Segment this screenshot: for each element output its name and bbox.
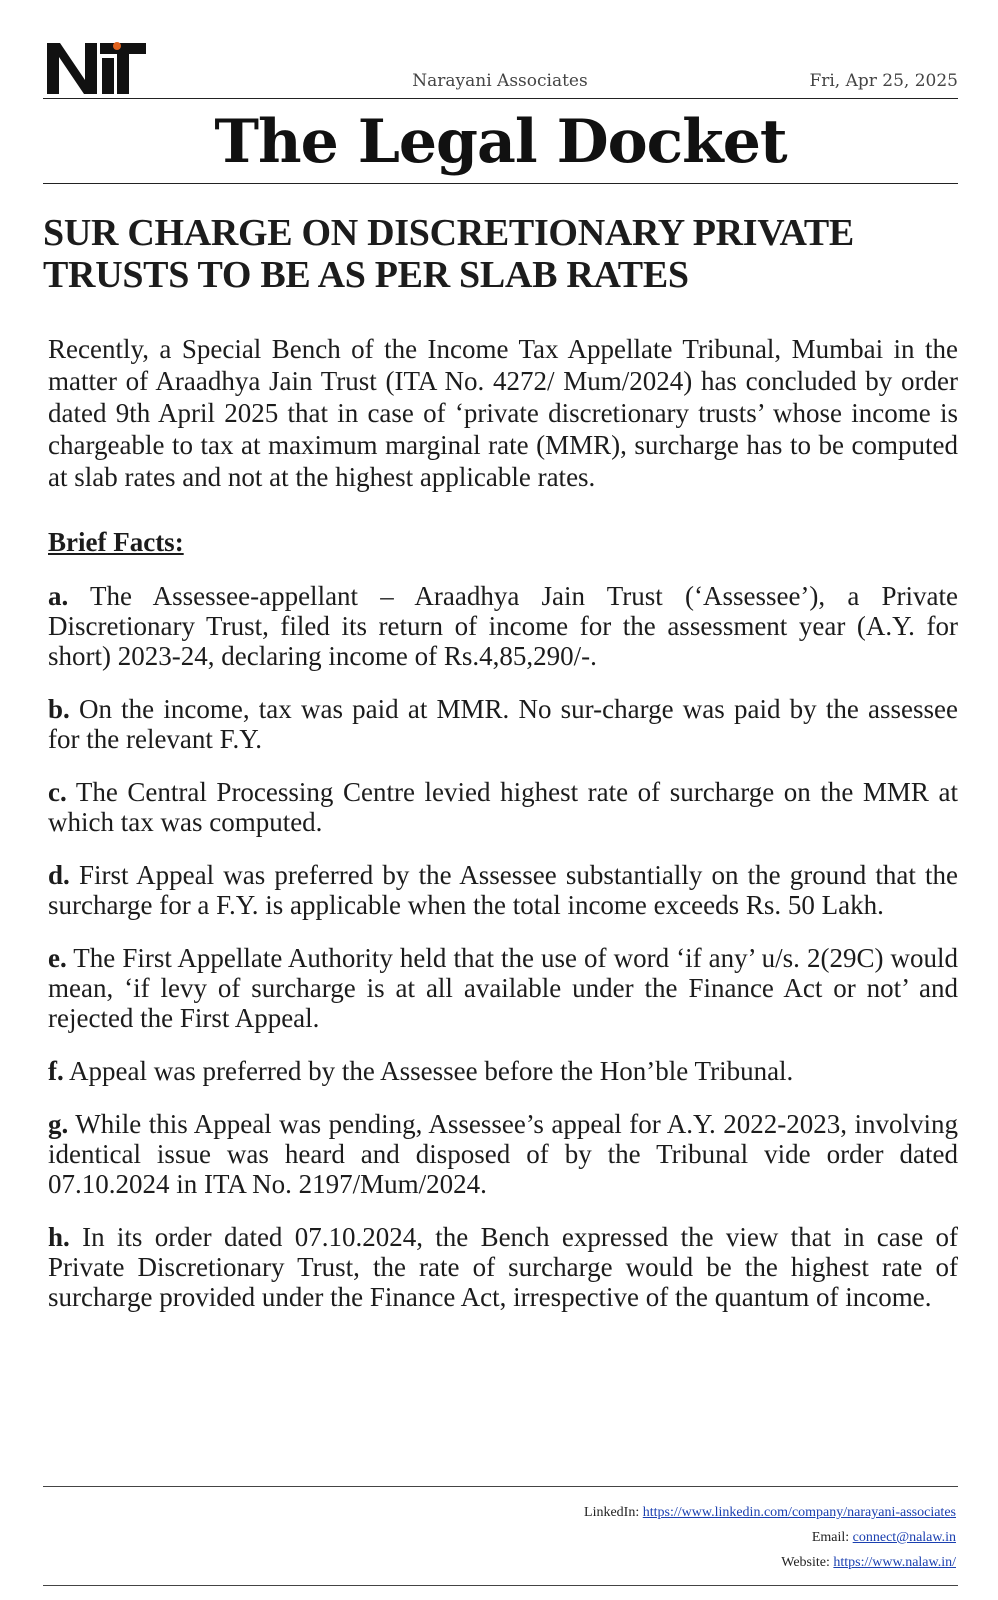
fact-text: On the income, tax was paid at MMR. No sur-charge was paid by the assessee for the relevant F.Y.	[48, 694, 958, 754]
fact-text: In its order dated 07.10.2024, the Bench expressed the view that in case of Private Discretionary Trust, the rate of surcharge would be the highest rate of surcharge provided under the Finance Act, irrespective of the quantum of income.	[48, 1222, 959, 1312]
firm-name: Narayani Associates	[412, 71, 588, 91]
fact-item	[48, 860, 958, 920]
footer-contacts	[584, 1500, 956, 1575]
masthead-title: The Legal Docket	[214, 107, 787, 177]
article-body	[48, 333, 958, 1312]
header-divider	[43, 98, 958, 99]
fact-label: d.	[48, 860, 70, 890]
fact-label: c.	[48, 777, 67, 807]
fact-text: While this Appeal was pending, Assessee’s appeal for A.Y. 2022-2023, involving identical issue was heard and disposed of by the Tribunal vide order dated 07.10.2024 in ITA No. 2197/Mum/2024.	[48, 1109, 958, 1199]
fact-item	[48, 581, 958, 671]
fact-text: First Appeal was preferred by the Assessee substantially on the ground that the surcharge for a F.Y. is applicable when the total income exceeds Rs. 50 Lakh.	[48, 860, 958, 920]
fact-item	[48, 943, 958, 1033]
logo-lettering: NT	[47, 40, 49, 41]
fact-text: The Central Processing Centre levied highest rate of surcharge on the MMR at which tax was computed.	[48, 777, 958, 837]
intro-paragraph: Recently, a Special Bench of the Income Tax Appellate Tribunal, Mumbai in the matter of Araadhya Jain Trust (ITA No. 4272/ Mum/2024) has concluded by order dated 9th April 2025 that in case of ‘private discretionary trusts’ whose income is chargeable to tax at maximum marginal rate (MMR), surcharge has to be computed at slab rates and not at the highest applicable rates.	[48, 334, 958, 492]
fact-text: Appeal was preferred by the Assessee before the Hon’ble Tribunal.	[69, 1056, 794, 1086]
email-label: Email:	[811, 1530, 850, 1545]
footer-bottom-divider	[43, 1585, 958, 1586]
fact-item	[48, 777, 958, 837]
fact-label: g.	[48, 1109, 69, 1139]
linkedin-label: LinkedIn:	[584, 1505, 640, 1520]
fact-item	[48, 694, 958, 754]
fact-item	[48, 1109, 958, 1199]
website-row	[584, 1550, 956, 1575]
publication-date: Fri, Apr 25, 2025	[809, 71, 958, 91]
fact-label: f.	[48, 1056, 64, 1086]
fact-label: a.	[48, 581, 69, 611]
fact-label: h.	[48, 1222, 70, 1252]
fact-label: b.	[48, 694, 70, 724]
website-link[interactable]: https://www.nalaw.in/	[833, 1555, 956, 1570]
website-label: Website:	[781, 1555, 830, 1570]
linkedin-row	[584, 1500, 956, 1525]
email-link[interactable]: connect@nalaw.in	[852, 1530, 956, 1545]
fact-item	[48, 1056, 958, 1086]
fact-item	[48, 1222, 958, 1312]
footer-divider	[43, 1486, 958, 1487]
fact-text: The First Appellate Authority held that the use of word ‘if any’ u/s. 2(29C) would mean, ‘if levy of surcharge is at all available under the Finance Act or not’ and rejected the First Appeal.	[48, 943, 958, 1033]
fact-text: The Assessee-appellant – Araadhya Jain Trust (‘Assessee’), a Private Discretionary Trust, filed its return of income for the assessment year (A.Y. for short) 2023-24, declaring income of Rs.4,85,290/-.	[48, 581, 958, 671]
article-headline: SUR CHARGE ON DISCRETIONARY PRIVATE TRUSTS TO BE AS PER SLAB RATES	[43, 212, 854, 296]
email-row	[584, 1525, 956, 1550]
masthead-divider	[43, 183, 958, 184]
firm-logo	[47, 40, 147, 96]
fact-label: e.	[48, 943, 67, 973]
brief-facts-heading: Brief Facts:	[48, 527, 184, 557]
linkedin-link[interactable]: https://www.linkedin.com/company/narayani-associates	[642, 1505, 956, 1520]
